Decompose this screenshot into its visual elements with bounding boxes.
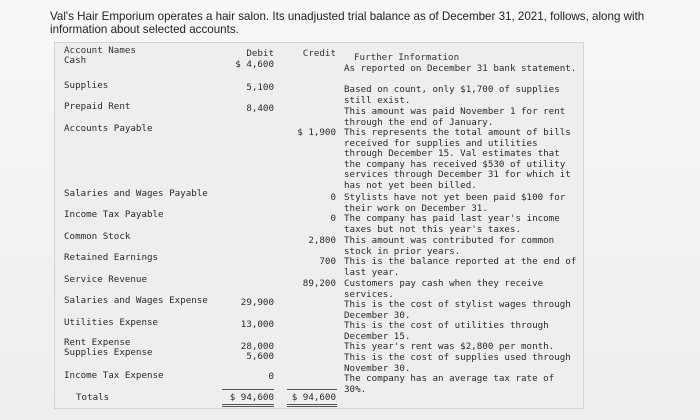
header-credit: Credit: [302, 48, 336, 59]
row-credit: 0: [330, 213, 336, 224]
debit-double-rule-2: [222, 406, 274, 407]
row-debit: 5,100: [246, 82, 274, 93]
row-info: This is the cost of stylist wages through December 30.: [344, 299, 571, 321]
row-info: This is the cost of utilities through December 15.: [344, 320, 549, 342]
row-credit: 0: [330, 192, 336, 203]
row-account: Supplies: [64, 80, 109, 91]
row-account: Utilities Expense: [64, 317, 159, 328]
credit-total-rule: [287, 389, 337, 390]
row-info: This is the cost of supplies used through November 30.: [344, 352, 571, 374]
row-account: Income Tax Expense: [64, 370, 164, 381]
row-debit: 28,000: [240, 341, 274, 352]
row-debit: 0: [268, 371, 274, 382]
row-account: Prepaid Rent: [64, 101, 131, 112]
credit-double-rule-1: [287, 404, 337, 405]
row-account: Supplies Expense: [64, 347, 153, 358]
row-account: Cash: [64, 55, 87, 66]
totals-credit: $ 94,600: [291, 392, 336, 403]
header-account-names: Account Names: [64, 45, 136, 56]
problem-intro: Val's Hair Emporium operates a hair salon. Its unadjusted trial balance as of December 31, 2021, follows, along with information about selected accounts.: [50, 10, 645, 36]
credit-double-rule-2: [287, 406, 337, 407]
row-info: This represents the total amount of bills received for supplies and utilities through December 15. Val estimates that the company has received $530 of utility services through December 31 for which it has not yet been billed.: [344, 127, 571, 191]
row-account: Retained Earnings: [64, 252, 159, 263]
row-info: This is the balance reported at the end of last year.: [344, 256, 577, 278]
row-debit: 8,400: [246, 103, 274, 114]
row-debit: 13,000: [240, 319, 274, 330]
row-account: Income Tax Payable: [64, 209, 164, 220]
row-debit: $ 4,600: [235, 59, 274, 70]
row-account: Common Stock: [64, 231, 131, 242]
row-info: Stylists have not yet been paid $100 for their work on December 31.: [344, 192, 566, 214]
row-credit: 700: [319, 256, 336, 267]
row-info: Customers pay cash when they receive services.: [344, 278, 544, 300]
row-account: Accounts Payable: [64, 123, 153, 134]
row-account: Salaries and Wages Expense: [64, 295, 208, 306]
row-info: The company has an average tax rate of 30%.: [344, 373, 555, 395]
row-info: This amount was paid November 1 for rent through the end of January.: [344, 106, 566, 128]
header-further-information: Further Information: [354, 52, 460, 63]
debit-total-rule: [222, 389, 274, 390]
row-info: This year's rent was $2,800 per month.: [344, 341, 555, 352]
row-info: The company has paid last year's income taxes but not this year's taxes.: [344, 213, 560, 235]
row-credit: 2,800: [308, 235, 336, 246]
debit-double-rule-1: [222, 404, 274, 405]
header-debit: Debit: [246, 48, 274, 59]
row-credit: $ 1,900: [297, 127, 336, 138]
row-debit: 29,900: [240, 297, 274, 308]
row-info: As reported on December 31 bank statement.: [344, 63, 577, 74]
totals-label: Totals: [76, 392, 110, 403]
row-credit: 89,200: [302, 278, 336, 289]
row-account: Salaries and Wages Payable: [64, 188, 208, 199]
row-info: This amount was contributed for common stock in prior years.: [344, 235, 555, 257]
row-debit: 5,600: [246, 351, 274, 362]
row-account: Rent Expense: [64, 337, 131, 348]
row-account: Service Revenue: [64, 274, 147, 285]
totals-debit: $ 94,600: [229, 392, 274, 403]
row-info: Based on count, only $1,700 of supplies still exist.: [344, 84, 560, 106]
